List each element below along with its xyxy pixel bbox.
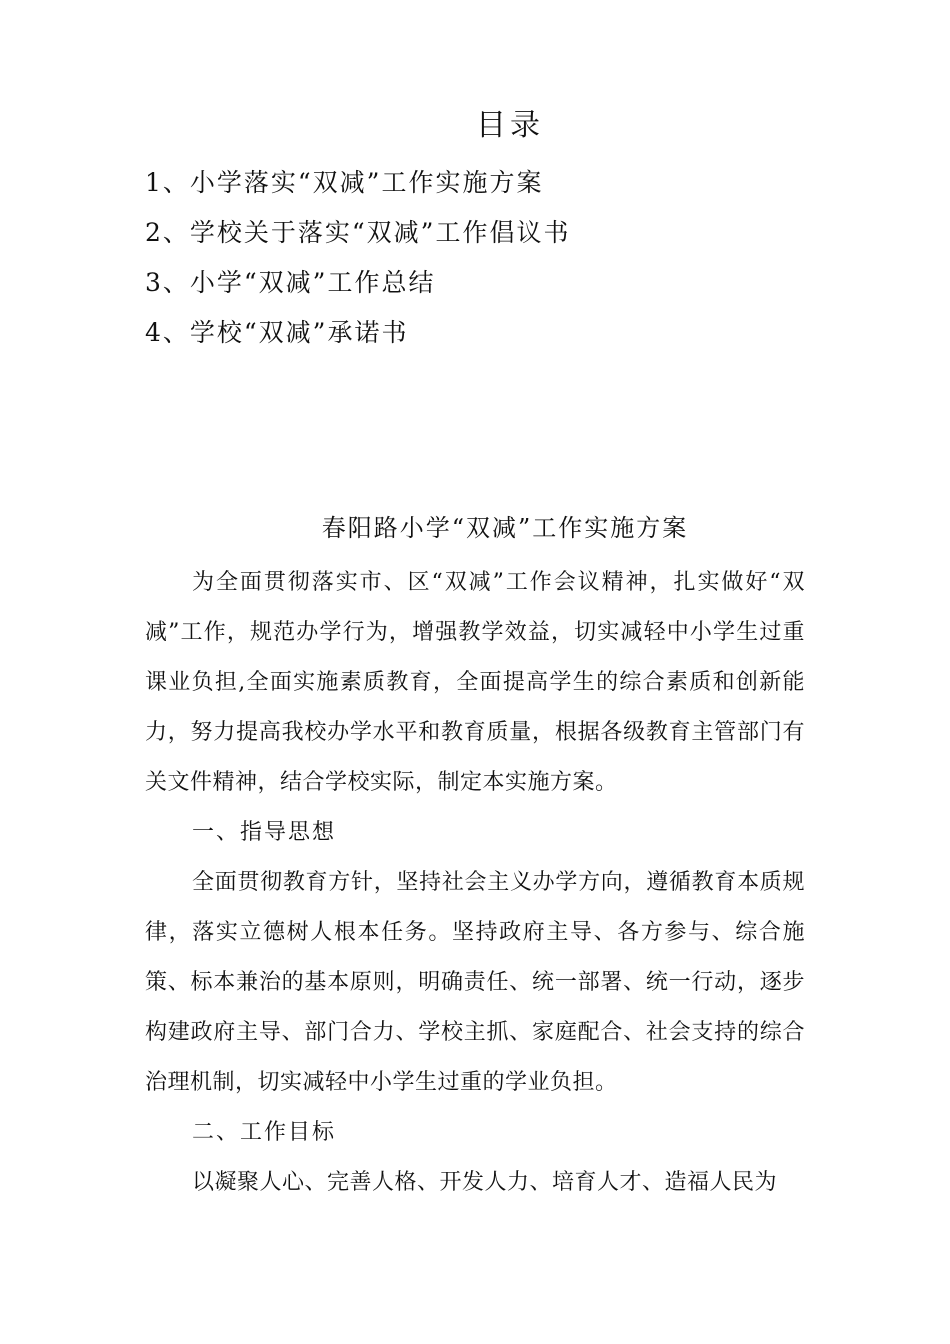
toc-list (145, 158, 845, 358)
toc-title: 目录 (476, 108, 544, 143)
section-heading-guiding-ideology: 一、指导思想 (192, 820, 337, 845)
toc-item[interactable]: 3、小学“双减”工作总结 (145, 268, 436, 297)
toc-item[interactable]: 1、小学落实“双减”工作实施方案 (145, 168, 544, 197)
section-heading-work-goals: 二、工作目标 (192, 1120, 337, 1145)
document-body (145, 558, 805, 1208)
toc-item[interactable]: 4、学校“双减”承诺书 (145, 318, 409, 347)
work-goals-paragraph: 以凝聚人心、完善人格、开发人力、培育人才、造福人民为 (192, 1170, 778, 1195)
guiding-ideology-paragraph: 全面贯彻教育方针，坚持社会主义办学方向，遵循教育本质规律，落实立德树人根本任务。坚持政府主导、各方参与、综合施策、标本兼治的基本原则，明确责任、统一部署、统一行动，逐步构建政府主导、部门合力、学校主抓、家庭配合、社会支持的综合治理机制，切实减轻中小学生过重的学业负担。 (145, 870, 805, 1095)
document-title: 春阳路小学“双减”工作实施方案 (321, 514, 689, 542)
intro-paragraph: 为全面贯彻落实市、区“双减”工作会议精神，扎实做好“双减”工作，规范办学行为，增强教学效益，切实减轻中小学生过重课业负担,全面实施素质教育，全面提高学生的综合素质和创新能力，努力提高我校办学水平和教育质量，根据各级教育主管部门有关文件精神，结合学校实际，制定本实施方案。 (145, 570, 805, 795)
toc-item[interactable]: 2、学校关于落实“双减”工作倡议书 (145, 218, 571, 247)
